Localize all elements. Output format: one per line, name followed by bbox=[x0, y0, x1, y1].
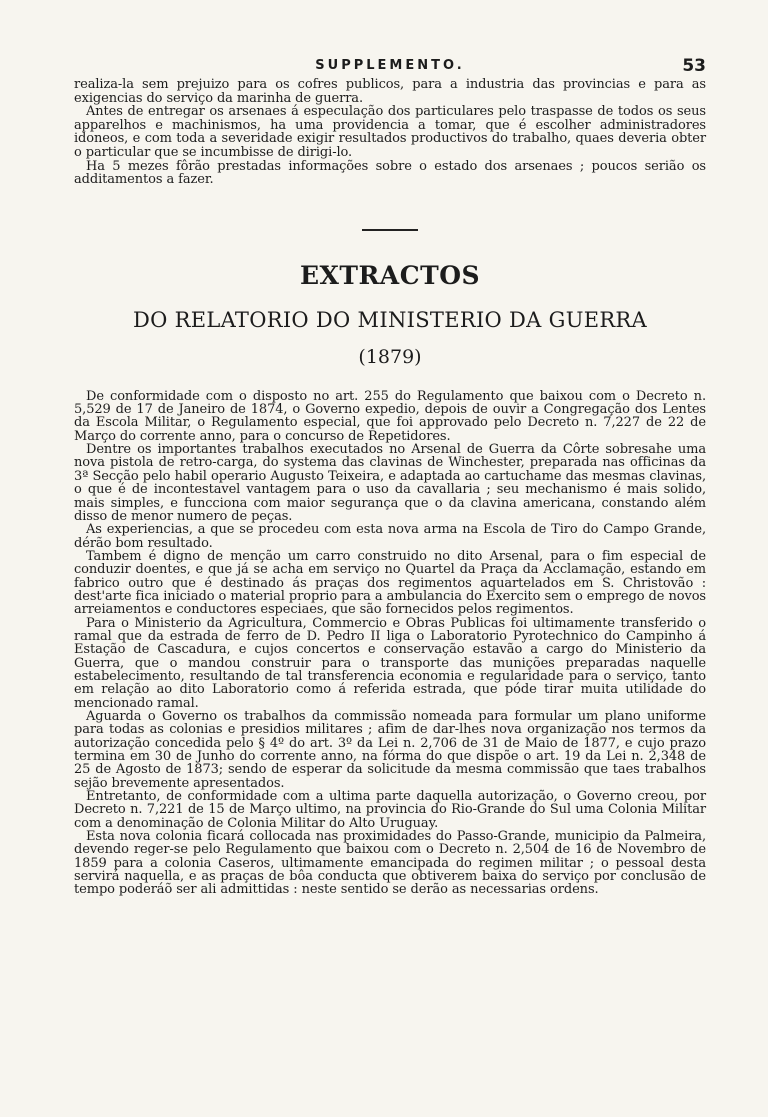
section-year: (1879) bbox=[358, 345, 422, 368]
section-title: EXTRACTOS bbox=[299, 260, 481, 290]
body-paragraph: Entretanto, de conformidade com a ultima parte daquella autorização, o Governo creou, por Decreto n. 7,221 de 15 de Março ultimo, na provincia do Rio-Grande do Sul uma Colonia Militar com a denominação de Colonia Militar do Alto Uruguay. bbox=[74, 789, 706, 831]
body-paragraph: Esta nova colonia ficará collocada nas proximidades do Passo-Grande, municipio da Palmeira, devendo reger-se pelo Regulamento que baixou com o Decreto n. 2,504 de 16 de Novembro de 1859 para a colonia Caseros, ultimamente emancipada do regimen militar ; o pessoal desta servirá naquella, e as praças de bôa conducta que obtiverem baixa do serviço por conclusão de tempo poderáõ ser ali admittidas : neste sentido se derão as necessarias ordens. bbox=[74, 829, 706, 898]
page-number: 53 bbox=[682, 56, 706, 76]
body-paragraph: As experiencias, a que se procedeu com esta nova arma na Escola de Tiro do Campo Grande, dérão bom resultado. bbox=[74, 522, 706, 551]
section-subtitle: DO RELATORIO DO MINISTERIO DA GUERRA bbox=[132, 307, 648, 332]
body-paragraph: De conformidade com o disposto no art. 255 do Regulamento que baixou com o Decreto n. 5,529 de 17 de Janeiro de 1874, o Governo expedio, depois de ouvir a Congregação dos Lentes da Escola Militar, o Regulamento especial, que foi approvado pelo Decreto n. 7,227 de 22 de Março do corrente anno, para o concurso de Repetidores. bbox=[74, 388, 706, 444]
opening-paragraph: Antes de entregar os arsenaes á especulação dos particulares pelo traspasse de todos os seus apparelhos e machinismos, ha uma providencia a tomar, que é escolher administradores idoneos, e com toda a severidade exigir resultados productivos do trabalho, quaes deveria obter o particular que se incumbisse de dirigi-lo. bbox=[74, 104, 706, 160]
section-divider bbox=[362, 229, 418, 231]
body-paragraph: Dentre os importantes trabalhos executados no Arsenal de Guerra da Côrte sobresahe uma nova pistola de retro-carga, do systema das clavinas de Winchester, preparada nas officinas da 3ª Secção pelo habil operario Augusto Teixeira, e adaptada ao cartuchame das mesmas clavinas, o que é de incontestavel vantagem para o uso da cavallaria ; seu mechanismo é mais solido, mais simples, e funcciona com maior segurança que o da clavina americana, constando além disso de menor numero de peças. bbox=[74, 442, 706, 524]
opening-paragraph: realiza-la sem prejuizo para os cofres publicos, para a industria das provincias e para as exigencias do serviço da marinha de guerra. bbox=[74, 77, 706, 106]
running-title: SUPPLEMENTO. bbox=[315, 58, 465, 73]
opening-text bbox=[74, 78, 706, 187]
body-paragraph: Aguarda o Governo os trabalhos da commissão nomeada para formular um plano uniforme para todas as colonias e presidios militares ; afim de dar-lhes nova organização nos termos da autorização concedida pelo § 4º do art. 3º da Lei n. 2,706 de 31 de Maio de 1877, e cujo prazo termina em 30 de Junho do corrente anno, na fórma do que dispõe o art. 19 da Lei n. 2,348 de 25 de Agosto de 1873; sendo de esperar da solicitude da mesma commissão que taes trabalhos sejão brevemente apresentados. bbox=[74, 709, 706, 791]
document-page bbox=[74, 48, 706, 897]
body-text bbox=[74, 390, 706, 897]
opening-paragraph: Ha 5 mezes fôrão prestadas informações sobre o estado dos arsenaes ; poucos serião os additamentos a fazer. bbox=[74, 158, 706, 188]
body-paragraph: Tambem é digno de menção um carro construido no dito Arsenal, para o fim especial de conduzir doentes, e que já se acha em serviço no Quartel da Praça da Acclamação, estando em fabrico outro que é destinado ás praças dos regimentos aquartelados em S. Christovão : dest'arte fica iniciado o material proprio para a ambulancia do Exercito sem o emprego de novos arreiamentos e conductores especiaes, que são fornecidos pelos regimentos. bbox=[74, 548, 706, 618]
body-paragraph: Para o Ministerio da Agricultura, Commercio e Obras Publicas foi ultimamente transferido o ramal que da estrada de ferro de D. Pedro II liga o Laboratorio Pyrotechnico do Campinho á Estação de Cascadura, e cujos concertos e conservação estavão a cargo do Ministerio da Guerra, que o mandou construir para o transporte das munições preparadas naquelle estabelecimento, resultando de tal transferencia economia e regularidade para o serviço, tanto em relação ao dito Laboratorio como á referida estrada, que póde tirar muita utilidade do mencionado ramal. bbox=[74, 615, 706, 711]
page-header bbox=[74, 48, 706, 78]
